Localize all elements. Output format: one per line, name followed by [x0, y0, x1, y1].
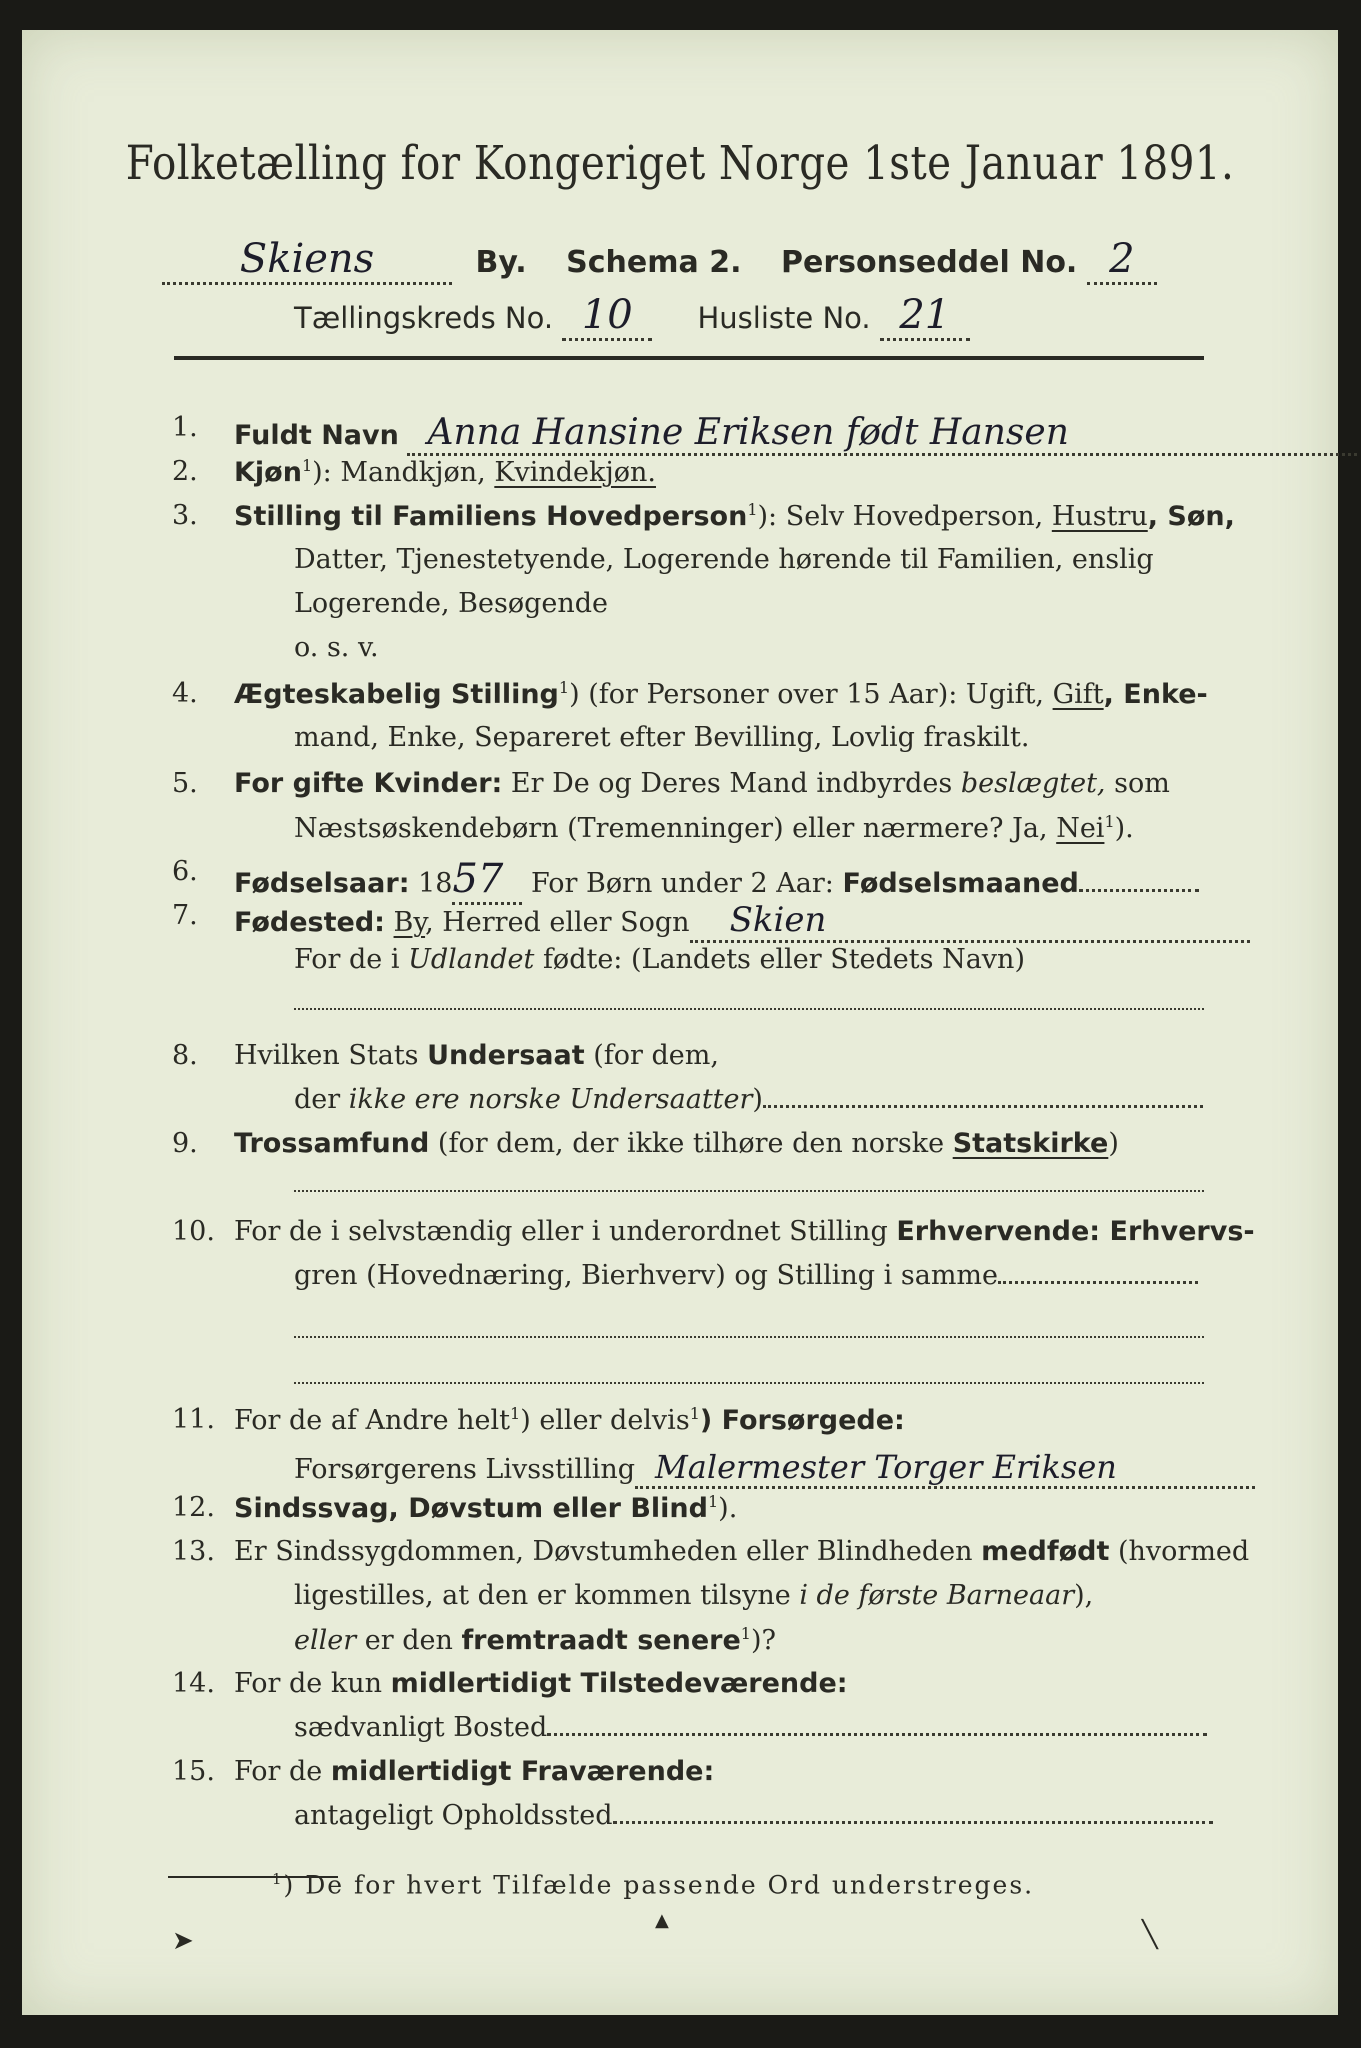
blank-field — [998, 1281, 1198, 1284]
taellingskreds-value: 10 — [562, 292, 652, 341]
item-label: midlertidigt Fraværende: — [330, 1756, 715, 1787]
item-label: Erhvervende: — [896, 1216, 1101, 1247]
item-text: For de i selvstændig eller i underordnet Stilling — [234, 1216, 897, 1247]
item-number: 10. — [172, 1216, 215, 1247]
item-text: eller — [294, 1625, 357, 1656]
item-label: Sindssvag, Døvstum eller Blind — [234, 1493, 708, 1524]
item-text: ), — [1074, 1580, 1094, 1611]
item-label: Undersaat — [427, 1040, 585, 1071]
item-number: 4. — [172, 678, 198, 709]
item-birth-year — [234, 856, 1199, 905]
item-text: i de første Barneaar — [799, 1580, 1075, 1611]
item-birthplace — [234, 900, 1250, 943]
taellingskreds-label: Tællingskreds No. — [294, 301, 554, 335]
item-text: beslægtet, — [960, 768, 1106, 799]
item-text: For Børn under 2 Aar: — [522, 868, 843, 899]
stray-mark: ╲ — [1142, 1920, 1158, 1950]
item-text-line — [294, 1624, 776, 1656]
item-text: Er Sindssygdommen, Døvstumheden eller Blindheden — [234, 1536, 982, 1567]
item-number: 14. — [172, 1668, 215, 1699]
item-text-line — [294, 1712, 1207, 1743]
item-text: For de — [234, 1756, 331, 1787]
footnote-ref: 1 — [301, 456, 313, 475]
item-text: fødte: (Landets eller Stedets Navn) — [534, 944, 1025, 975]
item-family-position — [234, 500, 1235, 532]
item-text: (hvormed — [1109, 1536, 1250, 1567]
birth-year-value: 57 — [452, 856, 522, 905]
footnote-ref: 1 — [689, 1404, 700, 1423]
item-text: ikke ere norske Undersaatter — [348, 1084, 753, 1115]
item-text: 18 — [409, 868, 453, 899]
personseddel-value: 2 — [1087, 236, 1157, 285]
item-label: Kjøn — [234, 457, 302, 488]
item-sex — [234, 456, 656, 488]
stray-mark: ➤ — [172, 1926, 194, 1956]
underlined-choice: Nei — [1056, 813, 1105, 844]
blank-field — [547, 1733, 1207, 1736]
blank-field — [613, 1821, 1213, 1824]
item-text-line: mand, Enke, Separeret efter Bevilling, Lovlig fraskilt. — [294, 722, 1030, 753]
item-label: ) Forsørgede: — [699, 1405, 905, 1436]
item-label: Ægteskabelig Stilling — [234, 679, 559, 710]
item-text: Er De og Deres Mand indbyrdes — [502, 768, 961, 799]
item-number: 13. — [172, 1536, 215, 1567]
item-full-name — [234, 412, 1357, 456]
item-text: For de i — [294, 944, 409, 975]
item-text: som — [1105, 768, 1170, 799]
blank-line — [294, 1190, 1204, 1192]
item-text: , Enke- — [1103, 679, 1208, 710]
footnote — [272, 1870, 1034, 1899]
item-label: Fuldt Navn — [234, 420, 399, 451]
footnote-text: ) De for hvert Tilfælde passende Ord understreges. — [283, 1870, 1035, 1900]
item-text: Forsørgerens Livsstilling — [294, 1454, 636, 1485]
blank-line — [294, 1336, 1204, 1338]
item-text: der — [294, 1084, 349, 1115]
underlined-choice: Kvindekjøn. — [494, 457, 656, 488]
footnote-ref: 1 — [740, 1624, 751, 1643]
item-number: 7. — [172, 900, 198, 931]
item-marital-status — [234, 678, 1208, 710]
item-text: ligestilles, at den er kommen tilsyne — [294, 1580, 800, 1611]
birthplace-value: Skien — [690, 900, 1250, 943]
underlined-choice: Hustru — [1051, 501, 1148, 532]
blank-field — [1079, 889, 1199, 892]
item-citizenship — [234, 1040, 719, 1071]
item-number: 5. — [172, 768, 198, 799]
blank-line — [294, 1008, 1204, 1010]
item-occupation — [234, 1216, 1255, 1247]
by-label: By. — [475, 245, 527, 280]
footnote-ref: 1 — [558, 678, 570, 697]
item-congenital — [234, 1536, 1249, 1567]
item-text: ): Mandkjøn, — [312, 457, 495, 488]
header-line-1 — [162, 236, 1157, 285]
item-text: fremtraadt senere — [461, 1625, 741, 1656]
husliste-value: 21 — [880, 292, 970, 341]
item-text: er den — [356, 1625, 462, 1656]
item-disability — [234, 1492, 737, 1524]
item-label: medfødt — [981, 1536, 1110, 1567]
husliste-label: Husliste No. — [697, 301, 871, 335]
item-text-line — [294, 1084, 1203, 1115]
item-text: ) eller delvis — [520, 1405, 690, 1436]
item-text-line — [294, 944, 1025, 975]
item-label: midlertidigt Tilstedeværende: — [390, 1668, 848, 1699]
item-text: ) — [1108, 1128, 1119, 1159]
underlined-choice: Gift — [1052, 679, 1104, 710]
item-text: (for dem, der ikke tilhøre den norske — [429, 1128, 953, 1159]
item-label: Fødselsaar: — [234, 868, 410, 899]
item-text: Udlandet — [408, 944, 535, 975]
item-number: 2. — [172, 456, 198, 487]
item-label: For gifte Kvinder: — [234, 768, 503, 799]
item-text: For de af Andre helt — [234, 1405, 511, 1436]
item-text: , Søn, — [1147, 501, 1235, 532]
item-text: ) — [752, 1084, 763, 1115]
item-text: Næstsøskendebørn (Tremenninger) eller nærmere? Ja, — [294, 813, 1057, 844]
item-label: Fødested: — [234, 907, 385, 938]
underlined-choice: By — [393, 907, 426, 938]
item-number: 11. — [172, 1404, 215, 1435]
item-text: ) (for Personer over 15 Aar): Ugift, — [569, 679, 1053, 710]
footnote-ref: 1 — [1104, 812, 1115, 831]
provider-occupation-value: Malermester Torger Eriksen — [635, 1448, 1255, 1489]
item-text: Erhvervs- — [1100, 1216, 1255, 1247]
footnote-ref: 1 — [707, 1492, 719, 1511]
footnote-ref: 1 — [510, 1404, 521, 1423]
header-divider — [174, 356, 1204, 360]
item-text-line — [294, 1800, 1213, 1831]
item-text-line — [294, 1260, 1198, 1291]
footnote-mark: 1 — [272, 1870, 284, 1888]
item-married-women — [234, 768, 1170, 799]
item-temporarily-present — [234, 1668, 848, 1699]
item-dependents — [234, 1404, 905, 1436]
item-temporarily-absent — [234, 1756, 714, 1787]
full-name-value: Anna Hansine Eriksen født Hansen — [407, 412, 1357, 456]
form-title: Folketælling for Kongeriget Norge 1ste Januar 1891. — [125, 136, 1235, 191]
item-number: 8. — [172, 1040, 198, 1071]
by-value: Skiens — [162, 236, 452, 285]
item-text: )? — [750, 1625, 776, 1656]
underlined-choice: Statskirke — [952, 1128, 1109, 1159]
item-number: 9. — [172, 1128, 198, 1159]
item-text: antageligt Opholdssted — [294, 1800, 613, 1831]
item-text — [385, 907, 394, 938]
item-text: Hvilken Stats — [234, 1040, 428, 1071]
item-text-line: Datter, Tjenestetyende, Logerende hørende til Familien, enslig — [294, 544, 1154, 575]
item-text: ). — [718, 1493, 738, 1524]
item-text: sædvanligt Bosted — [294, 1712, 548, 1743]
item-religion — [234, 1128, 1119, 1159]
census-form-sheet — [22, 30, 1338, 2015]
item-number: 3. — [172, 500, 198, 531]
blank-field — [763, 1105, 1203, 1108]
item-text-line — [294, 812, 1134, 844]
item-text: (for dem, — [584, 1040, 719, 1071]
personseddel-label: Personseddel No. — [781, 245, 1078, 280]
item-text: Fødselsmaaned — [842, 868, 1079, 899]
item-text-line: o. s. v. — [294, 632, 379, 663]
item-number: 6. — [172, 856, 198, 887]
item-number: 12. — [172, 1492, 215, 1523]
item-number: 1. — [172, 412, 198, 443]
schema-label: Schema 2. — [566, 245, 742, 280]
item-text-line — [294, 1448, 1255, 1489]
item-text: gren (Hovednæring, Bierhverv) og Stilling i samme — [294, 1260, 999, 1291]
item-text-line — [294, 1580, 1093, 1611]
item-text: , Herred eller Sogn — [425, 907, 690, 938]
stray-mark: ▲ — [655, 1910, 669, 1931]
item-label: Trossamfund — [234, 1128, 430, 1159]
header-line-2 — [294, 292, 970, 341]
item-text: ): Selv Hovedperson, — [757, 501, 1052, 532]
item-text: ). — [1114, 813, 1134, 844]
blank-line — [294, 1382, 1204, 1384]
item-number: 15. — [172, 1756, 215, 1787]
item-label: Stilling til Familiens Hovedperson — [234, 501, 748, 532]
item-text: For de kun — [234, 1668, 391, 1699]
item-text-line: Logerende, Besøgende — [294, 588, 608, 619]
footnote-ref: 1 — [747, 500, 758, 519]
